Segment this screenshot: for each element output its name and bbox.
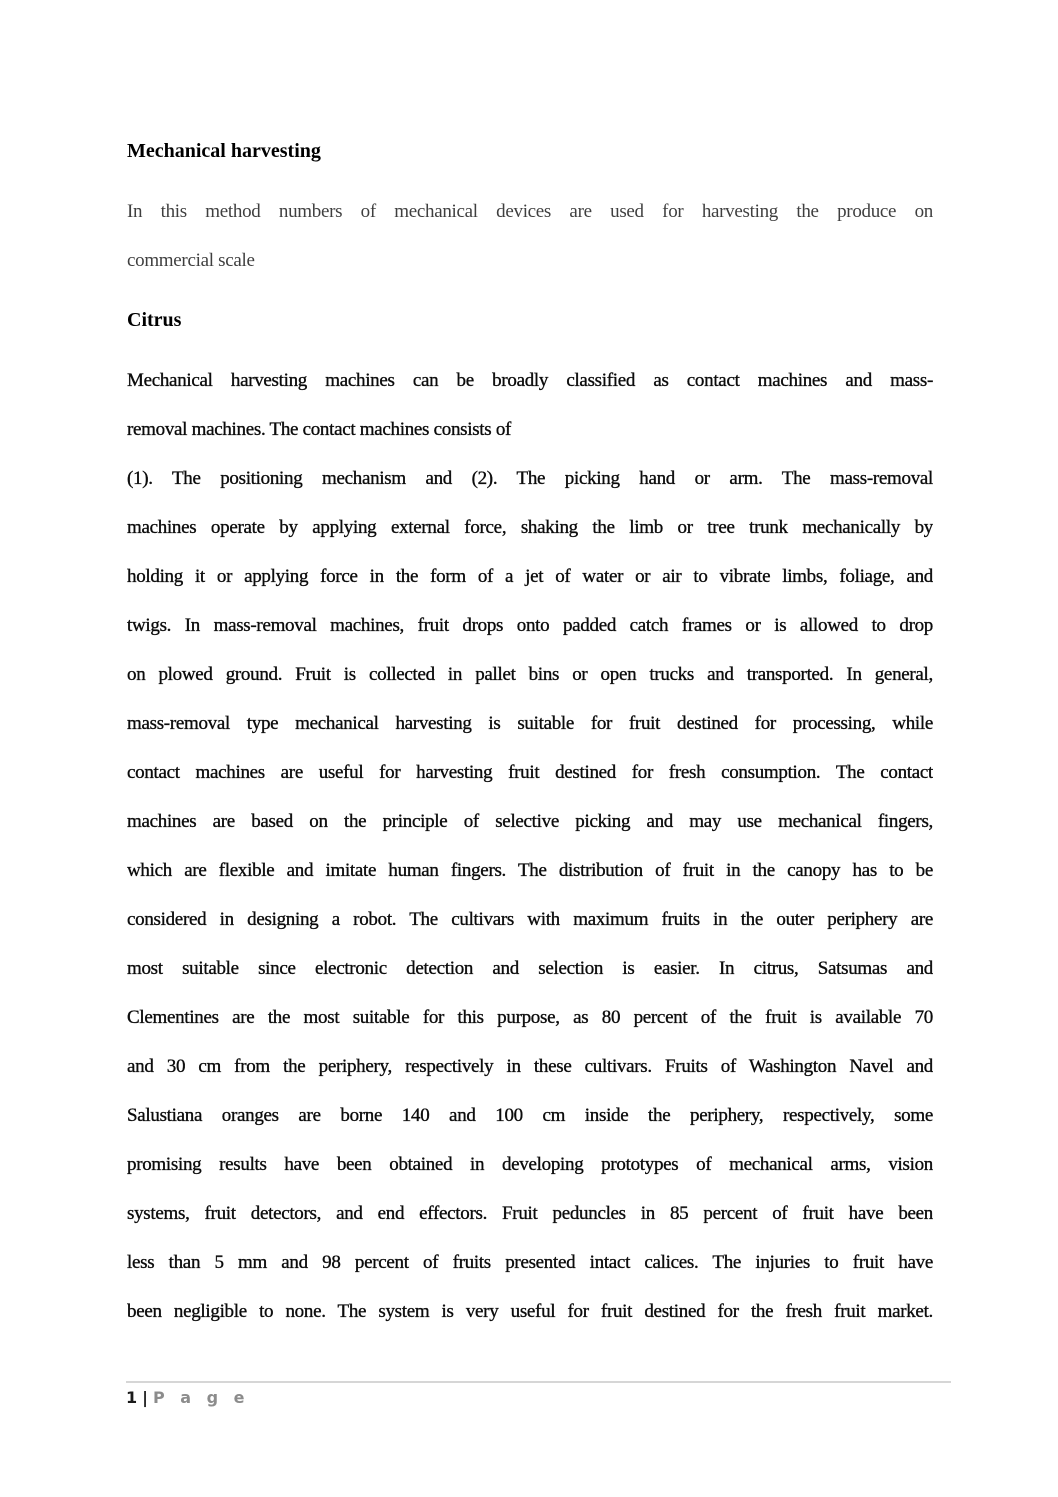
text-line: twigs. In mass-removal machines, fruit drops onto padded catch frames or is allowed to drop <box>127 615 933 636</box>
text-line: mass-removal type mechanical harvesting is suitable for fruit destined for processing, while <box>127 713 933 734</box>
text-line: commercial scale <box>127 250 255 271</box>
text-line: In this method numbers of mechanical devices are used for harvesting the produce on <box>127 201 933 222</box>
text-line: Mechanical harvesting machines can be broadly classified as contact machines and mass- <box>127 370 933 391</box>
text-line: on plowed ground. Fruit is collected in pallet bins or open trucks and transported. In general, <box>127 664 933 685</box>
text-line: considered in designing a robot. The cultivars with maximum fruits in the outer periphery are <box>127 909 933 930</box>
section-heading-mechanical-harvesting: Mechanical harvesting <box>127 140 321 162</box>
text-line: which are flexible and imitate human fingers. The distribution of fruit in the canopy has to be <box>127 860 933 881</box>
text-line: and 30 cm from the periphery, respectively in these cultivars. Fruits of Washington Navel and <box>127 1056 933 1077</box>
text-line: Salustiana oranges are borne 140 and 100 cm inside the periphery, respectively, some <box>127 1105 933 1126</box>
text-line: Clementines are the most suitable for this purpose, as 80 percent of the fruit is available 70 <box>127 1007 933 1028</box>
page-number: 1 <box>126 1388 138 1407</box>
text-line: machines are based on the principle of selective picking and may use mechanical fingers, <box>127 811 933 832</box>
body-paragraph <box>127 454 933 1336</box>
footer-separator: | <box>142 1388 148 1407</box>
page-footer <box>126 1381 951 1408</box>
text-line: promising results have been obtained in developing prototypes of mechanical arms, vision <box>127 1154 933 1175</box>
footer-page-label: P a g e <box>152 1388 250 1407</box>
text-line: machines operate by applying external force, shaking the limb or tree trunk mechanically by <box>127 517 933 538</box>
section-heading-citrus: Citrus <box>127 309 182 331</box>
text-line: systems, fruit detectors, and end effectors. Fruit peduncles in 85 percent of fruit have been <box>127 1203 933 1224</box>
text-line: contact machines are useful for harvesting fruit destined for fresh consumption. The contact <box>127 762 933 783</box>
text-line: (1). The positioning mechanism and (2). The picking hand or arm. The mass-removal <box>127 468 933 489</box>
document-body <box>127 127 933 1336</box>
text-line: removal machines. The contact machines consists of <box>127 419 512 440</box>
classification-paragraph <box>127 356 933 454</box>
text-line: most suitable since electronic detection and selection is easier. In citrus, Satsumas and <box>127 958 933 979</box>
text-line: been negligible to none. The system is very useful for fruit destined for the fresh fruit market. <box>127 1301 933 1322</box>
text-line: holding it or applying force in the form of a jet of water or air to vibrate limbs, foliage, and <box>127 566 933 587</box>
text-line: less than 5 mm and 98 percent of fruits presented intact calices. The injuries to fruit have <box>127 1252 933 1273</box>
intro-paragraph <box>127 187 933 285</box>
